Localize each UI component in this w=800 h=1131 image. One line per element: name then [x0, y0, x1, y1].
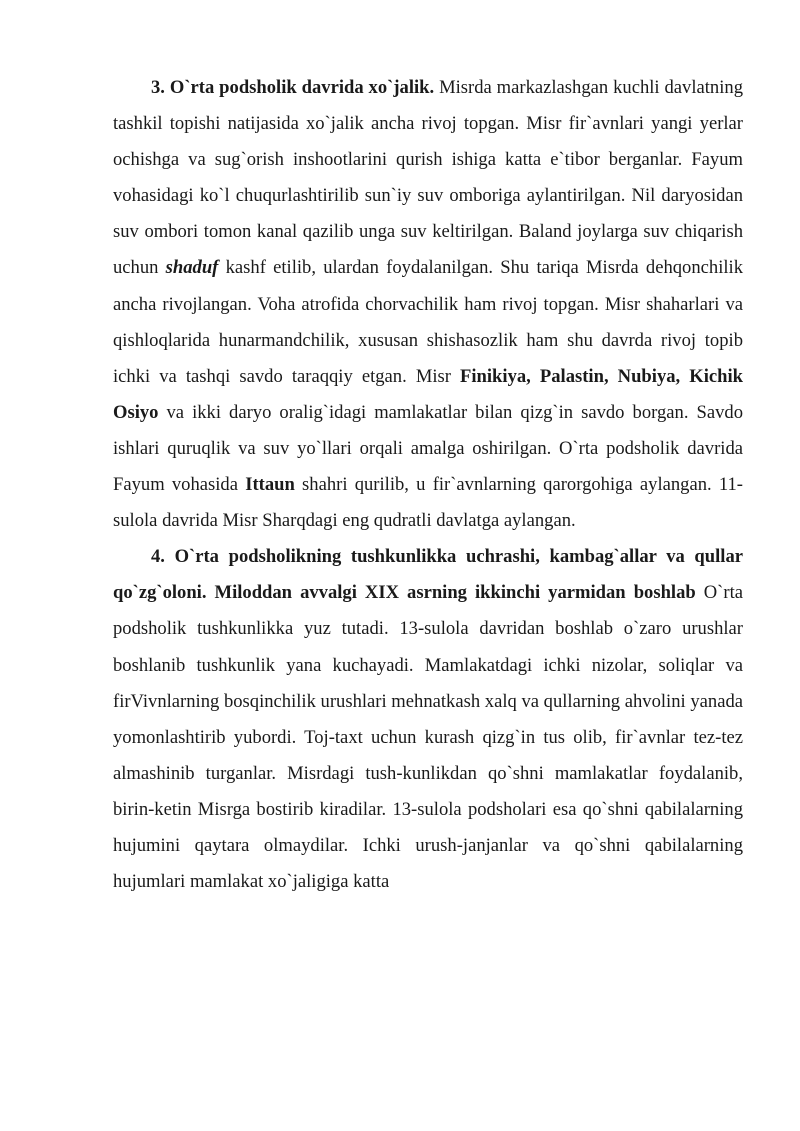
section-3-text-c: va ikki daryo oralig`idagi mamlakatlar bilan qizg`in savdo borgan. Savdo ishlari quruqlik va suv yo`llari orqali amalga oshirilgan. O`rta podsholik davrida Fayum vohasida	[113, 401, 743, 496]
section-3-heading: 3. O`rta podsholik davrida xo`jalik.	[151, 77, 435, 98]
section-3-text-d: shahri qurilib, u fir`avnlarning qarorgohiga aylangan. 11-sulola davrida Misr Sharqdagi eng qudratli davlatga aylangan.	[113, 474, 743, 532]
term-ittaun: Ittaun	[245, 474, 295, 496]
paragraph-section-4	[113, 539, 743, 900]
section-4-text: O`rta podsholik tushkunlikka yuz tutadi. 13-sulola davridan boshlab o`zaro urushlar boshlanib tushkunlik yana kuchayadi. Mamlakatdagi ichki nizolar, soliqlar va firVivnlarning bosqinchilik urushlari mehnatkash xalq va qullarning ahvolini yanada yomonlashtirib yubordi. Toj-taxt uchun kurash qizg`in tus olib, fir`avnlar tez-tez almashinib turganlar. Misrdagi tush-kunlikdan qo`shni mamlakatlar foydalanib, birin-ketin Misrga bostirib kiradilar. 13-sulola podsholari esa qo`shni qabilalarning hujumini qaytara olmaydilar. Ichki urush-janjanlar va qo`shni qabilalarning hujumlari mamlakat xo`jaligiga katta	[113, 582, 743, 893]
section-3-text-a: Misrda markazlashgan kuchli davlatning tashkil topishi natijasida xo`jalik ancha rivoj topgan. Misr fir`avnlari yangi yerlar ochishga va sug`orish inshootlarini qurish ishiga katta e`tibor berganlar. Fayum vohasidagi ko`l chuqurlashtirilib sun`iy suv omboriga aylantirilgan. Nil daryosidan suv ombori tomon kanal qazilib unga suv keltirilgan. Baland joylarga suv chiqarish uchun	[113, 77, 743, 279]
section-4-heading: 4. O`rta podsholikning tushkunlikka uchrashi, kambag`allar va qullar qo`zg`oloni. Miloddan avvalgi XIX asrning ikkinchi yarmidan boshlab	[113, 546, 743, 604]
term-countries: Finikiya, Palastin, Nubiya, Kichik Osiyo	[113, 365, 743, 423]
section-3-text-b: kashf etilib, ulardan foydalanilgan. Shu tariqa Misrda dehqonchilik ancha rivojlangan. Voha atrofida chorvachilik ham rivoj topgan. Misr shaharlari va qishloqlarida hunarmandchilik, xususan shishasozlik ham shu davrda rivoj topib ichki va tashqi savdo taraqqiy etgan. Misr	[113, 257, 743, 387]
term-shaduf: shaduf	[165, 257, 219, 279]
paragraph-section-3	[113, 70, 743, 539]
document-page	[113, 70, 743, 900]
